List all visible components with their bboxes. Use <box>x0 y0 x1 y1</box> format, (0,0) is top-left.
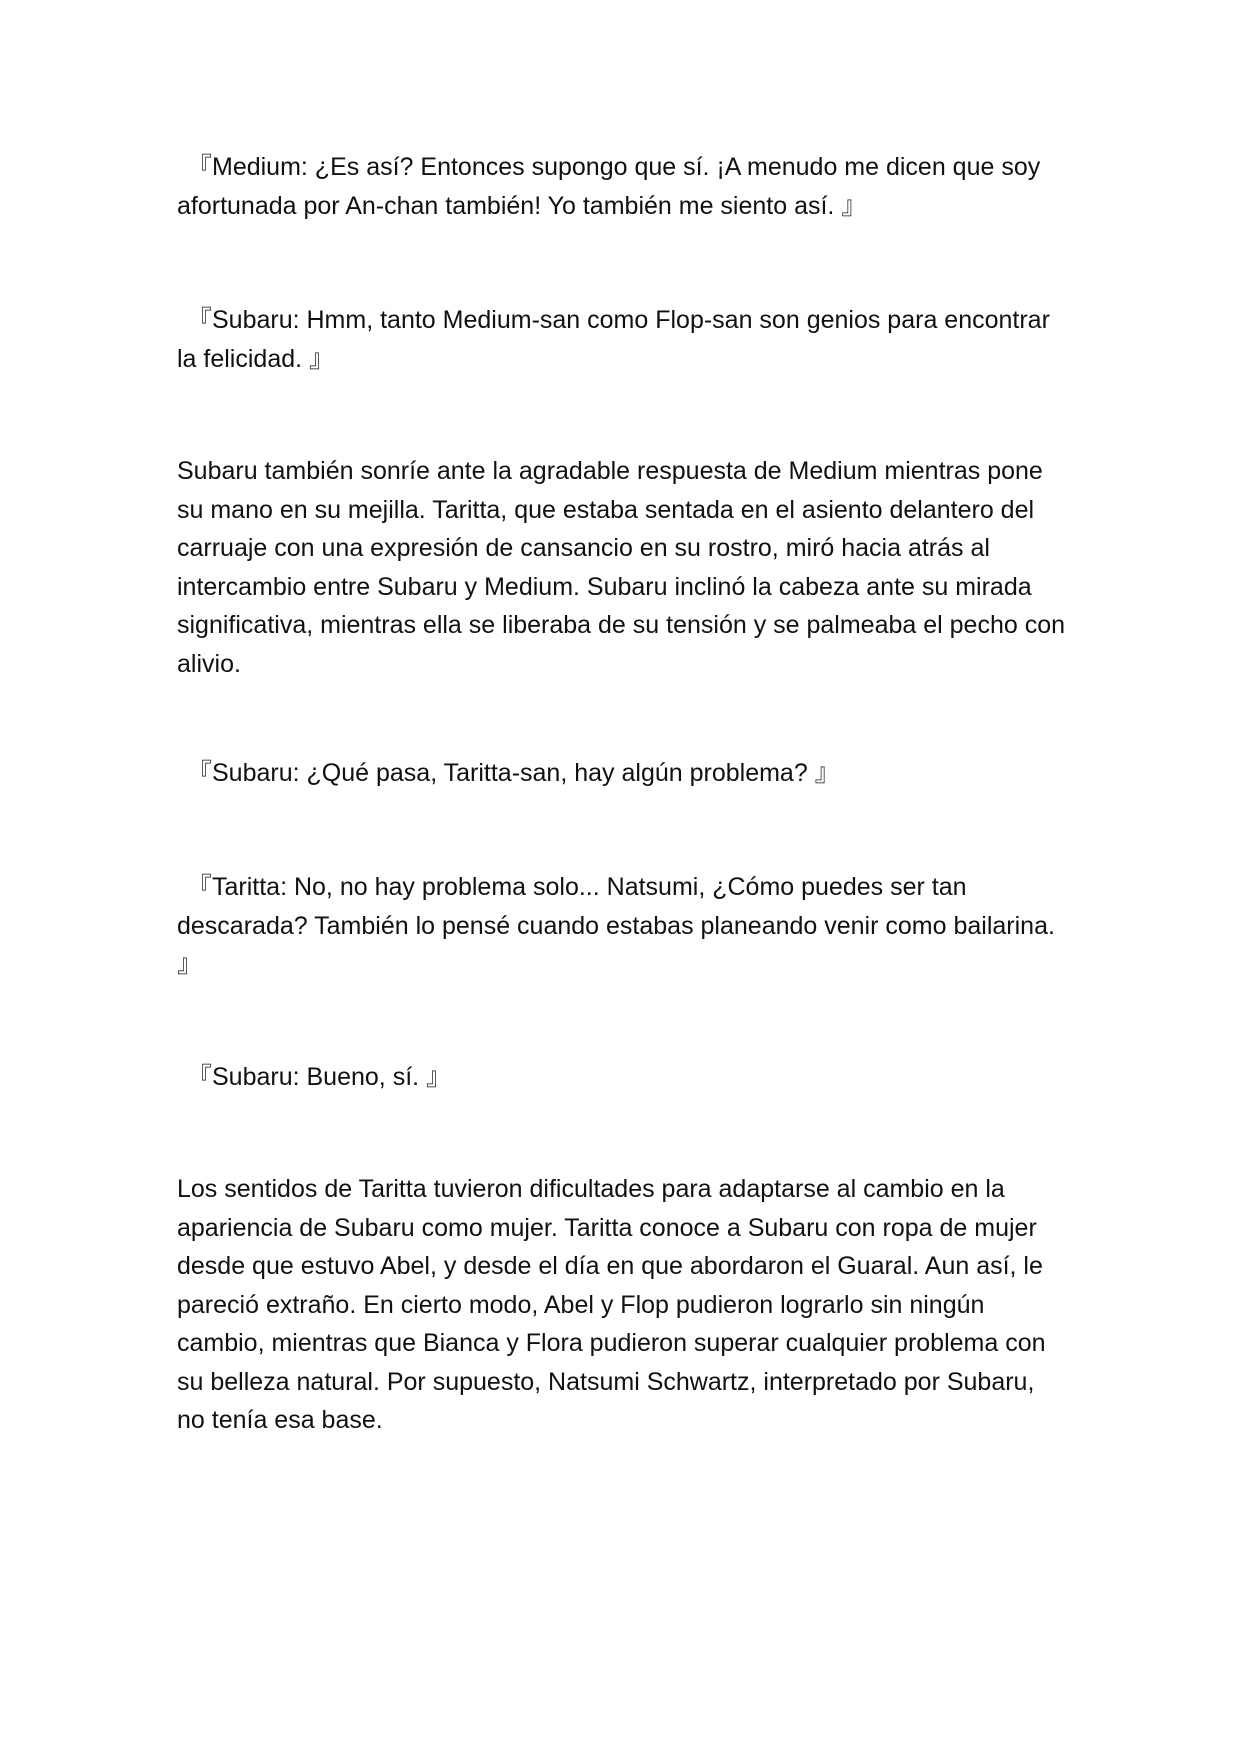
dialogue-subaru-happiness: 『Subaru: Hmm, tanto Medium-san como Flop-san son genios para encontrar la felicidad. 』 <box>177 306 1050 373</box>
dialogue-subaru-problem: 『Subaru: ¿Qué pasa, Taritta-san, hay algún problema? 』 <box>187 759 840 787</box>
dialogue-taritta-shameless: 『Taritta: No, no hay problema solo... Natsumi, ¿Cómo puedes ser tan descarada? También lo pensé cuando estabas planeando venir como bailarina. 』 <box>177 873 1055 978</box>
narration-taritta-glance: Subaru también sonríe ante la agradable respuesta de Medium mientras pone su mano en su mejilla. Taritta, que estaba sentada en el asiento delantero del carruaje con una expresión de cansancio en su rostro, miró hacia atrás al intercambio entre Subaru y Medium. Subaru inclinó la cabeza ante su mirada significativa, mientras ella se liberaba de su tensión y se palmeaba el pecho con alivio. <box>177 457 1066 678</box>
dialogue-medium-fortunate: 『Medium: ¿Es así? Entonces supongo que sí. ¡A menudo me dicen que soy afortunada por An-chan también! Yo también me siento así. 』 <box>177 153 1041 220</box>
dialogue-subaru-well-yes: 『Subaru: Bueno, sí. 』 <box>187 1063 452 1091</box>
narration-natsumi-appearance: Los sentidos de Taritta tuvieron dificultades para adaptarse al cambio en la apariencia de Subaru como mujer. Taritta conoce a Subaru con ropa de mujer desde que estuvo Abel, y desde el día en que abordaron el Guaral. Aun así, le pareció extraño. En cierto modo, Abel y Flop pudieron lograrlo sin ningún cambio, mientras que Bianca y Flora pudieron superar cualquier problema con su belleza natural. Por supuesto, Natsumi Schwartz, interpretado por Subaru, no tenía esa base. <box>177 1175 1046 1434</box>
